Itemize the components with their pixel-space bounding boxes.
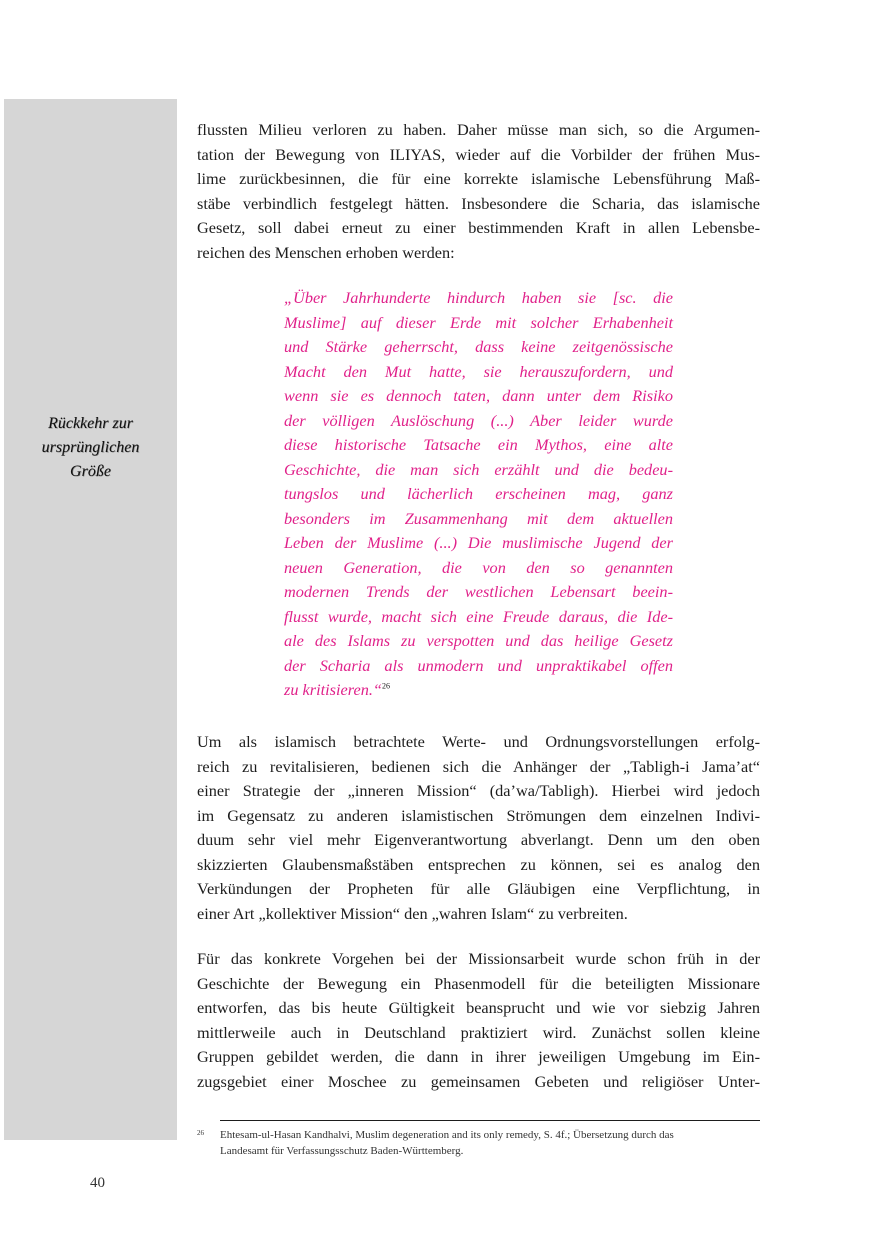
footnote-divider [220,1120,760,1121]
text-line: reich zu revitalisieren, bedienen sich die Anhänger der „Tabligh-i Jama’at“ [197,756,760,776]
quote-line: Muslime] auf dieser Erde mit solcher Erhabenheit [284,312,673,332]
text-line: Gruppen gebildet werden, die dann in ihrer jeweiligen Umgebung im Ein- [197,1047,760,1066]
text-line: skizzierten Glaubensmaßstäben entsprechen zu können, sei es analog den [197,854,760,874]
quote-line: der völligen Auslöschung (...) Aber leider wurde [284,410,673,430]
quote-line: diese historische Tatsache ein Mythos, eine alte [284,435,673,454]
body-paragraph-1 [197,118,760,265]
text-line: zugsgebiet einer Moschee zu gemeinsamen Gebeten und religiöser Unter- [197,1071,760,1091]
quote-line: wenn sie es dennoch taten, dann unter dem Risiko [284,386,673,405]
quote-line-last [284,678,673,703]
quote-line: Geschichte, die man sich erzählt und die bedeu- [284,459,673,479]
page-number: 40 [90,1175,105,1191]
margin-note-line: Rückkehr zur [48,415,133,432]
quote-line: „Über Jahrhunderte hindurch haben sie [sc. die [284,288,673,307]
text-line: mittlerweile auch in Deutschland praktiziert wird. Zunächst sollen kleine [197,1022,760,1042]
quote-line: modernen Trends der westlichen Lebensart beein- [284,582,673,601]
text-line: lime zurückbesinnen, die für eine korrekte islamische Lebensführung Maß- [197,169,760,188]
text-line: Um als islamisch betrachtete Werte- und Ordnungsvorstellungen erfolg- [197,732,760,751]
text-line: Verkündungen der Propheten für alle Gläubigen eine Verpflichtung, in [197,879,760,898]
footnote-text [220,1127,760,1159]
quote-line: besonders im Zusammenhang mit dem aktuellen [284,508,673,528]
text-line: reichen des Menschen erhoben werden: [197,242,455,262]
text-line: Für das konkrete Vorgehen bei der Missionsarbeit wurde schon früh in der [197,949,760,968]
quote-line: und Stärke geherrscht, dass keine zeitgenössische [284,337,673,356]
text-line: tation der Bewegung von ILIYAS, wieder auf die Vorbilder der frühen Mus- [197,144,760,164]
body-paragraph-2 [197,730,760,926]
quote-line: flusst wurde, macht sich eine Freude daraus, die Ide- [284,606,673,626]
quote-line: Leben der Muslime (...) Die muslimische Jugend der [284,533,673,552]
footnote-reference[interactable]: 26 [382,681,390,691]
margin-note-line: Größe [70,463,111,480]
text-line: einer Art „kollektiver Mission“ den „wahren Islam“ zu verbreiten. [197,903,628,923]
quote-line: der Scharia als unmodern und unpraktikabel offen [284,655,673,675]
text-line: Geschichte der Bewegung ein Phasenmodell für die beteiligten Missionare [197,973,760,993]
text-line: entworfen, das bis heute Gültigkeit beansprucht und wie vor siebzig Jahren [197,998,760,1017]
margin-note [4,412,177,484]
quote-line: zu kritisieren.“ [284,680,382,699]
text-line: im Gegensatz zu anderen islamistischen Strömungen dem einzelnen Indivi- [197,805,760,825]
text-line: stäbe verbindlich festgelegt hätten. Insbesondere die Scharia, das islamische [197,193,760,213]
margin-sidebar [4,99,177,1140]
footnote [197,1127,760,1159]
footnote-number: 26 [197,1129,204,1137]
margin-note-line: ursprünglichen [41,439,140,456]
footnote-line: Ehtesam-ul-Hasan Kandhalvi, Muslim degeneration and its only remedy, S. 4f.; Übersetzung durch das [220,1129,674,1141]
text-line: Gesetz, soll dabei erneut zu einer bestimmenden Kraft in allen Lebensbe- [197,218,760,237]
text-line: einer Strategie der „inneren Mission“ (da’wa/Tabligh). Hierbei wird jedoch [197,781,760,800]
quote-line: tungslos und lächerlich erscheinen mag, ganz [284,484,673,503]
quote-line: ale des Islams zu verspotten und das heilige Gesetz [284,631,673,650]
quote-line: neuen Generation, die von den so genannten [284,557,673,577]
footnote-line: Landesamt für Verfassungsschutz Baden-Württemberg. [220,1145,464,1157]
text-line: flussten Milieu verloren zu haben. Daher müsse man sich, so die Argumen- [197,120,760,139]
quote-line: Macht den Mut hatte, sie herauszufordern, und [284,361,673,381]
body-paragraph-3 [197,947,760,1094]
block-quote [284,286,673,703]
text-line: duum sehr viel mehr Eigenverantwortung abverlangt. Denn um den oben [197,830,760,849]
